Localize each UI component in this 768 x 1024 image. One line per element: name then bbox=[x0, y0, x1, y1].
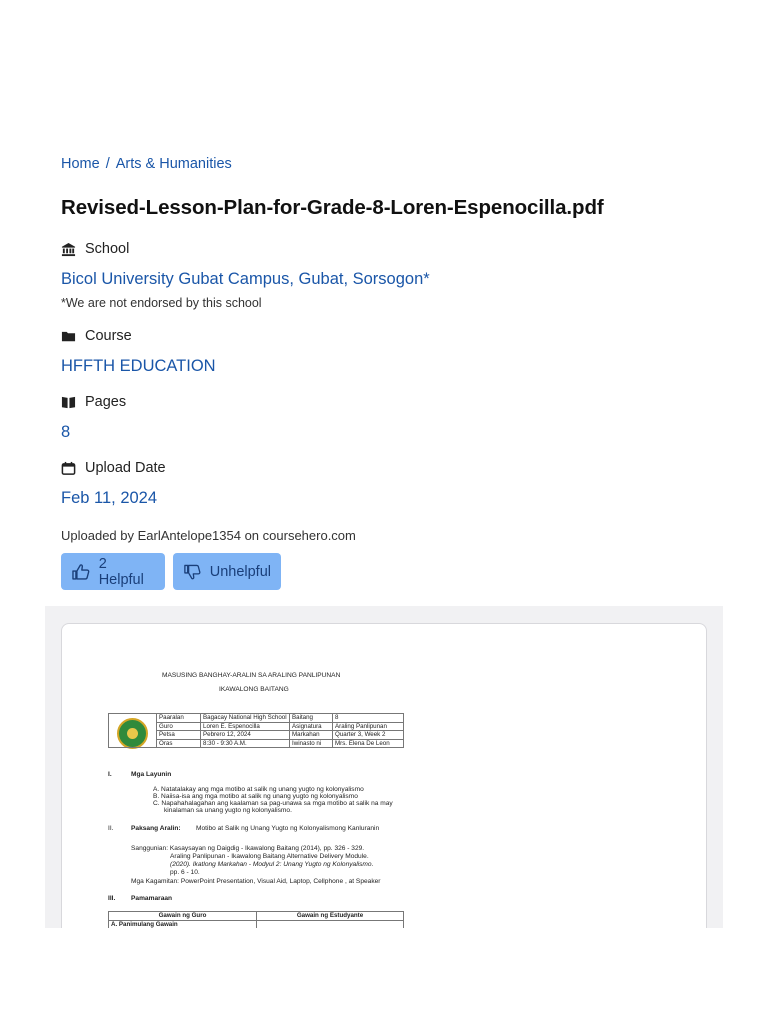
thumbs-up-icon bbox=[71, 562, 91, 582]
breadcrumb-home-link[interactable]: Home bbox=[61, 156, 100, 172]
doc-activity-table: Gawain ng Guro Gawain ng Estudyante A. Panimulang Gawain bbox=[108, 911, 404, 928]
calendar-icon bbox=[61, 461, 76, 476]
school-disclaimer: *We are not endorsed by this school bbox=[61, 296, 262, 310]
school-label: School bbox=[61, 241, 129, 257]
doc-section-3-title: Pamamaraan bbox=[131, 895, 173, 902]
course-link[interactable]: HFFTH EDUCATION bbox=[61, 357, 216, 375]
school-icon bbox=[61, 242, 76, 257]
helpful-button[interactable]: 2 Helpful bbox=[61, 553, 165, 590]
doc-heading-1: MASUSING BANGHAY-ARALIN SA ARALING PANLIPUNAN bbox=[162, 672, 341, 679]
thumbs-down-icon bbox=[183, 562, 202, 582]
school-link[interactable]: Bicol University Gubat Campus, Gubat, Sorsogon* bbox=[61, 270, 430, 288]
course-label: Course bbox=[61, 328, 132, 344]
upload-date-value: Feb 11, 2024 bbox=[61, 489, 158, 507]
doc-info-table: Paaralan Bagacay National High School Baitang 8 Guro Loren E. Espenocilla Asignatura Araling Panlipunan Petsa Pebrero 12, 2024 Markahan Quarter 3, Week 2 Oras 8:30 - 9:30 A.M. Iwinasto ni Mrs. Elena De Leon bbox=[108, 713, 404, 748]
doc-section-1-title: Mga Layunin bbox=[131, 771, 172, 778]
upload-date-label: Upload Date bbox=[61, 460, 166, 476]
book-icon bbox=[61, 395, 76, 410]
pages-value: 8 bbox=[61, 423, 71, 441]
uploaded-by-text: Uploaded by EarlAntelope1354 on coursehero.com bbox=[61, 528, 356, 543]
breadcrumb-separator: / bbox=[105, 156, 110, 172]
page-title: Revised-Lesson-Plan-for-Grade-8-Loren-Espenocilla.pdf bbox=[61, 196, 604, 219]
document-viewer[interactable] bbox=[45, 606, 723, 928]
doc-heading-2: IKAWALONG BAITANG bbox=[219, 686, 289, 693]
document-page: MASUSING BANGHAY-ARALIN SA ARALING PANLIPUNAN IKAWALONG BAITANG Paaralan Bagacay National High School Baitang 8 Guro Loren E. Espenocilla Asignatura Araling Panlipunan Petsa Pebrero 12, 2024 Markahan Quarter 3, Week 2 Oras 8:30 - 9:30 A.M. Iwinasto ni Mrs. Elena De Leon I. Mga Layunin A. Natatalakay ang mga motibo at salik ng unang yugto ng kolonyalismo B. Naiisa-isa ang mga motibo at salik ng unang yugto ng kolonyalismo C. Napahahalagahan ang kaalaman sa pag-unawa sa mga motibo at salik na may kinalaman sa unang yugto ng kolonyalismo. II. Paksang Aralin: Motibo at Salik ng Unang Yugto ng Kolonyalismong Kanluranin Sanggunian: Kasaysayan ng Daigdig - Ikawalong Baitang (2014), pp. 326 - 329. Araling Panlipunan - Ikawalong Baitang Alternative Delivery Module. (2020). Ikatlong Markahan - Modyul 2: Unang Yugto ng Kolonyalismo. pp. 6 - 10. Mga Kagamitan: PowerPoint Presentation, Visual Aid, Laptop, Cellphone , at Speaker III. Pamamaraan Gawain ng Guro Gawain ng Estudyante A. Panimulang Gawain bbox=[61, 623, 707, 928]
breadcrumb-category-link[interactable]: Arts & Humanities bbox=[115, 156, 232, 172]
doc-section-2-title: Paksang Aralin: bbox=[131, 825, 181, 832]
pages-label: Pages bbox=[61, 394, 126, 410]
folder-icon bbox=[61, 329, 76, 344]
unhelpful-button[interactable]: Unhelpful bbox=[173, 553, 281, 590]
breadcrumb bbox=[61, 156, 232, 172]
